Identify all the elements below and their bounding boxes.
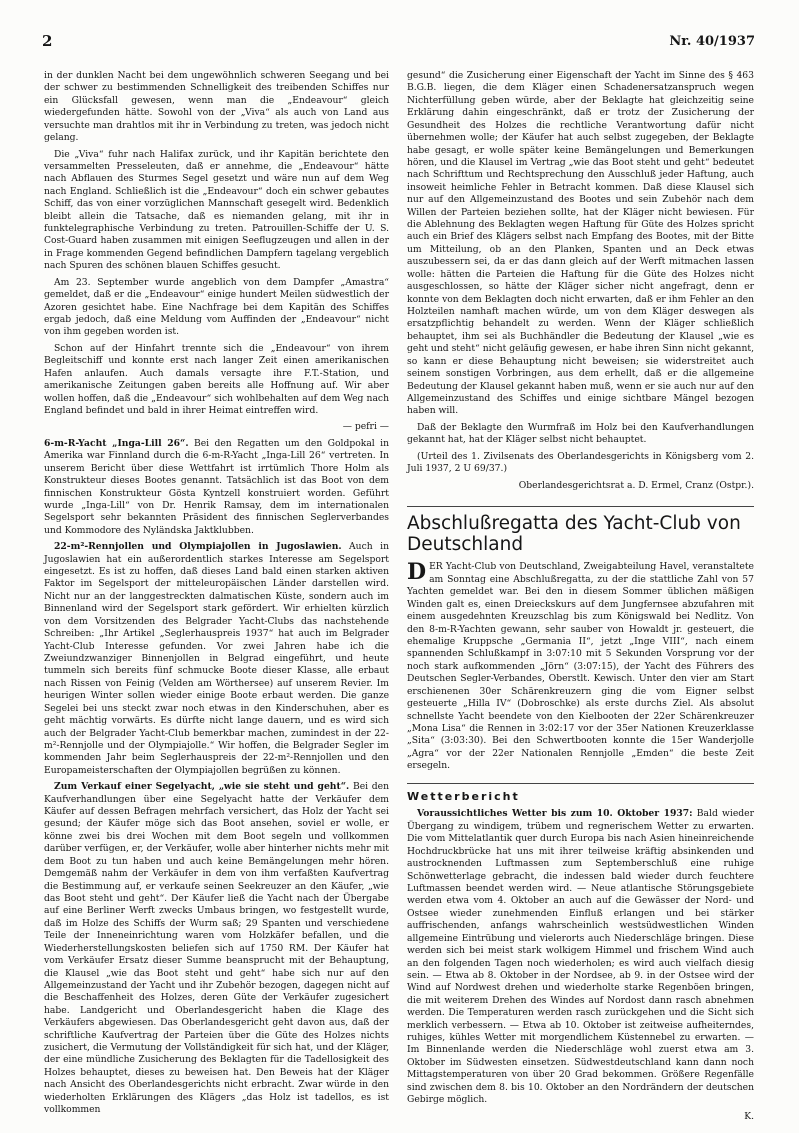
issue-number: Nr. 40/1937 bbox=[669, 34, 755, 49]
paragraph bbox=[44, 438, 389, 537]
paragraph bbox=[44, 781, 389, 1116]
right-column bbox=[407, 70, 754, 1122]
paragraph-text: ER Yacht-Club von Deutschland, Zweigabteilung Havel, veranstaltete am Sonntag eine Abschlußregatta, zu der die stattliche Zahl von 57 Yachten gemeldet war. Bei den in diesem Sommer üblichen mäßigen Winden galt es, einen Dreieckskurs auf dem Jungfernsee abzufahren mit einem ausgedehnten Kreuzschlag bis zum Königswald bei Nedlitz. Von den 8-m-R-Yachten gewann, sehr sauber von Howaldt jr. gesteuert, die ehemalige Kruppsche „Germania II“, jetzt „Inge VIII“, nach einem spannenden Schlußkampf in 3:07:10 mit 5 Sekunden Vorsprung vor der noch stark aufkommenden „Jörn“ (3:07:15), der Yacht des Führers des Deutschen Segler-Verbandes, Oberstlt. Kewisch. Unter den vier am Start erschienenen 30er Schärenkreuzern ging die vom Eigner selbst gesteuerte „Hilla IV“ (Dobroschke) als erste durchs Ziel. Als absolut schnellste Yacht beendete von den Kielbooten der 22er Schärenkreuzer „Mona Lisa“ die Rennen in 3:02:17 vor der 35er Nationen Kreuzerklasse „Sita“ (3:03:30). Bei den Schwertbooten konnte die 15er Wanderjolle „Agra“ vor der 22er Nationalen Rennjolle „Emden“ die beste Zeit ersegeln. bbox=[407, 561, 754, 772]
paragraph: Schon auf der Hinfahrt trennte sich die „Endeavour“ von ihrem Begleitschiff und konnte erst nach langer Zeit einen amerikanischen Hafen anlaufen. Auch damals versagte ihre F.T.-Station, und amerikanische Zeitungen gaben bereits alle Hoffnung auf. Wir aber wollen hoffen, daß die „Endeavour“ sich wohlbehalten auf dem Weg nach England befindet und bald in ihrer Heimat eintreffen wird. bbox=[44, 342, 389, 416]
author-signature: — pefri — bbox=[342, 421, 389, 433]
section-heading: 6-m-R-Yacht „Inga-Lill 26“. bbox=[44, 437, 189, 449]
paragraph: in der dunklen Nacht bei dem ungewöhnlich schweren Seegang und bei der schwer zu bestimmenden Schnelligkeit des treibenden Schiffes nur ein Glücksfall gewesen, wenn man die „Endeavour“ gleich wiedergefunden hätte. Sowohl von der „Viva“ als auch von Land aus versuchte man drahtlos mit ihr in Verbindung zu treten, was jedoch nicht gelang. bbox=[44, 70, 389, 144]
section-heading: Zum Verkauf einer Segelyacht, „wie sie steht und geht“. bbox=[54, 781, 350, 793]
paragraph-text: Bei den Regatten um den Goldpokal in Amerika war Finnland durch die 6-m-R-Yacht „Inga-Lill 26“ vertreten. In unserem Bericht über diese Wettfahrt ist irrtümlich Thore Holm als Konstrukteur dieses Bootes genannt. Tatsächlich ist das Boot von dem finnischen Konstrukteur Gösta Kyntzell konstruiert worden. Geführt wurde „Inga-Lill“ von Dr. Henrik Ramsay, dem im internationalen Segelsport sehr bekannten Präsident des finnischen Seglerverbandes und Kommodore des Nyländska Jaktklubben. bbox=[44, 437, 389, 536]
paragraph: (Urteil des 1. Zivilsenats des Oberlandesgerichts in Königsberg vom 2. Juli 1937, 2 U 69/37.) bbox=[407, 450, 754, 475]
paragraph: gesund“ die Zusicherung einer Eigenschaft der Yacht im Sinne des § 463 B.G.B. liegen, die dem Kläger einen Schadenersatzanspruch wegen Nichterfüllung geben würde, aber der Beklagte hat gleichzeitig seine Erklärung dahin eingeschränkt, daß er trotz der Zusicherung der Gesundheit des Holzes die rechtliche Verantwortung dafür nicht übernehmen wolle; der Käufer hat auch selbst zugegeben, der Beklagte habe gesagt, er wolle später keine Bemängelungen und Bemerkungen hören, und die Klausel im Vertrag „wie das Boot steht und geht“ bedeutet nach Schrifttum und Rechtsprechung den Ausschluß jeder Haftung, auch insoweit heimliche Fehler in Betracht kommen. Daß diese Klausel sich nur auf den Allgemeinzustand des Bootes und sein Zubehör nach dem Willen der Parteien beziehen sollte, hat der Kläger nicht bewiesen. Für die Ablehnung des Beklagten wegen Haftung für Güte des Holzes spricht auch ein Brief des Klägers selbst nach Empfang des Bootes, mit der Bitte um Mitteilung, ob an den Planken, Spanten und an Deck etwas auszubessern sei, da er das dann gleich auf der Werft mitmachen lassen wolle: hätten die Parteien die Haftung für die Güte des Holzes nicht ausgeschlossen, so hätte der Kläger sicher nicht angefragt, denn er konnte von dem Beklagten doch nicht erwarten, daß er ihm Fehler an den Holzteilen namhaft machen würde, um von dem Kläger deswegen als ersatzpflichtig behandelt zu werden. Wenn der Kläger schließlich behauptet, ihm sei als Buchhändler die Bedeutung der Klausel „wie es geht und steht“ nicht geläufig gewesen, er habe ihren Sinn nicht gekannt, so kann er diese Behauptung nicht beweisen; sie widerstreitet auch seinem sonstigen Vorbringen, aus dem erhellt, daß er die allgemeine Bedeutung der Klausel gekannt haben muß, wenn er sie auch nur auf den Allgemeinzustand des Schiffes und einige sichtbare Mängel bezogen haben will. bbox=[407, 70, 754, 417]
left-column bbox=[44, 70, 390, 1116]
drop-cap: D bbox=[407, 559, 427, 586]
paragraph-text: Bald wieder Übergang zu windigem, trübem und regnerischem Wetter zu erwarten. Die vom Mittelatlantik quer durch Europa bis nach Asien hineinreichende Hochdruckbrücke hat uns mit ihrer teilweise kräftig absinkenden und austrocknenden Luftmassen zum Septemberschluß eine ruhige Schönwetterlage gebracht, die indessen bald wieder durch feuchtere Luftmassen beendet werden wird. — Neue atlantische Störungsgebiete werden etwa vom 4. Oktober an auch auf die Gewässer der Nord- und Ostsee wieder zunehmenden Einfluß erlangen und bei stärker auffrischenden, anfangs wahrscheinlich westsüdwestlichen Winden allgemeine Eintrübung und vielerorts auch Niederschläge bringen. Diese werden sich bei meist stark wolkigem Himmel und frischem Wind auch an den folgenden Tagen noch wiederholen; es wird auch vielfach diesig sein. — Etwa ab 8. Oktober in der Nordsee, ab 9. in der Ostsee wird der Wind auf Nordwest drehen und wiederholte starke Regenböen bringen, die mit weiterem Drehen des Windes auf Nordost dann rasch abnehmen werden. Die Temperaturen werden rasch zurückgehen und die Sicht sich merklich verbessern. — Etwa ab 10. Oktober ist zeitweise aufheiterndes, ruhiges, kühles Wetter mit morgendlichem Küstennebel zu erwarten. — Im Binnenlande werden die Niederschläge wohl zuerst etwa am 3. Oktober im Südwesten einsetzen. Südwestdeutschland kann dann noch Mittagstemperaturen von über 20 Grad bekommen. Größere Regenfälle sind zwischen dem 8. bis 10. Oktober an den Nordrändern der deutschen Gebirge möglich. bbox=[407, 808, 754, 1106]
paragraph: Daß der Beklagte den Wurmfraß im Holz bei den Kaufverhandlungen gekannt hat, hat der Kläger selbst nicht behauptet. bbox=[407, 421, 754, 446]
page-number: 2 bbox=[42, 32, 53, 50]
weather-title: Wetterbericht bbox=[407, 783, 754, 805]
paragraph-text: Bei den Kaufverhandlungen über eine Segelyacht hatte der Verkäufer dem Käufer auf dessen Befragen mehrfach versichert, das Holz der Yacht sei gesund; der Käufer möge sich das Boot ansehen, soviel er wolle, er könne zwei bis drei Wochen mit dem Boot segeln und vollkommen darüber verfügen, er, der Verkäufer, wolle aber hinterher nichts mehr mit dem Boot zu tun haben und auch keine Bemängelungen mehr hören. Demgemäß nahm der Verkäufer in dem von ihm verfaßten Kaufvertrag die Bestimmung auf, er verkaufe seinen Seekreuzer an den Käufer, „wie das Boot steht und geht“. Der Käufer ließ die Yacht nach der Übergabe auf eine Berliner Werft zwecks Umbaus bringen, wo festgestellt wurde, daß im Holze des Schiffs der Wurm saß; 29 Spanten und verschiedene Teile der Inneneinrichtung waren vom Holzkäfer befallen, und die Wiederherstellungskosten beliefen sich auf 1750 RM. Der Käufer hat vom Verkäufer Ersatz dieser Summe beansprucht mit der Behauptung, die Klausel „wie das Boot steht und geht“ habe sich nur auf den Allgemeinzustand der Yacht und ihr Zubehör bezogen, dagegen nicht auf die Beschaffenheit des Holzes, deren Güte der Verkäufer zugesichert habe. Landgericht und Oberlandesgericht haben die Klage des Verkäufers abgewiesen. Das Oberlandesgericht geht davon aus, daß der schriftliche Kaufvertrag der Parteien über die Güte des Holzes nichts zusichert, die Vermutung der Vollständigkeit für sich hat, und der Kläger, der eine mündliche Zusicherung des Beklagten für die Tadellosigkeit des Holzes behauptet, dieses zu beweisen hat. Den Beweis hat der Kläger nach Ansicht des Oberlandesgerichts nicht erbracht. Zwar würde in den wiederholten Erklärungen des Klägers „das Holz ist tadellos, es ist vollkommen bbox=[44, 781, 390, 1116]
author-signature: Oberlandesgerichtsrat a. D. Ermel, Cranz (Ostpr.). bbox=[518, 479, 754, 491]
weather-body bbox=[407, 808, 754, 1106]
article-title: Abschlußregatta des Yacht-Club von Deutschland bbox=[407, 506, 754, 556]
weather-signature: K. bbox=[744, 1110, 754, 1122]
paragraph: Am 23. September wurde angeblich von dem Dampfer „Amastra“ gemeldet, daß er die „Endeavour“ einige hundert Meilen südwestlich der Azoren gesichtet habe. Eine Nachfrage bei dem Kapitän des Schiffes ergab jedoch, daß eine Meldung vom Auffinden der „Endeavour“ nicht von ihm gegeben worden ist. bbox=[44, 276, 389, 338]
weather-heading: Voraussichtliches Wetter bis zum 10. Oktober 1937: bbox=[417, 808, 693, 820]
article-body bbox=[407, 561, 754, 772]
paragraph: Die „Viva“ fuhr nach Halifax zurück, und ihr Kapitän berichtete den versammelten Presseleuten, daß er annehme, die „Endeavour“ hätte nach Abflauen des Sturmes Segel gesetzt und wäre nun auf dem Weg nach England. Schließlich ist die „Endeavour“ doch ein schwer gebautes Schiff, das von einer vorzüglichen Mannschaft gesegelt wird. Bedenklich bleibt allein die Tatsache, daß es niemanden gelang, mit ihr in funktelegraphische Verbindung zu treten. Patrouillen-Schiffe der U. S. Cost-Guard haben zusammen mit einigen Seeflugzeugen und allen in der in Frage kommenden Gegend befindlichen Dampfern tagelang vergeblich nach Spuren des schönen blauen Schiffes gesucht. bbox=[44, 148, 389, 272]
paragraph bbox=[44, 541, 389, 777]
paragraph-text: Auch in Jugoslawien hat ein außerordentlich starkes Interesse am Segelsport eingesetzt. Es ist zu hoffen, daß dieses Land bald einen starken aktiven Faktor im Segelsport der mitteleuropäischen Länder darstellen wird. Nicht nur an der langgestreckten dalmatischen Küste, sondern auch im Binnenland wird der Segelsport stark gefördert. Wir erhielten kürzlich von dem Vorsitzenden des Belgrader Yacht-Clubs das nachstehende Schreiben: „Ihr Artikel „Seglerhauspreis 1937“ hat auch im Belgrader Yacht-Club Interesse gefunden. Vor zwei Jahren habe ich die Zweiundzwanziger Binnenjollen in Belgrad eingeführt, und heute tummeln sich bereits fünf schmucke Boote dieser Klasse, alle erbaut nach Rissen von Feinig (Velden am Wörthersee) auf unserem Revier. Im heurigen Winter sollen wieder einige Boote erbaut werden. Die ganze Segelei bei uns steckt zwar noch etwas in den Kinderschuhen, aber es geht mächtig vorwärts. Es dürfte nicht lange dauern, und es wird sich auch der Belgrader Yacht-Club bemerkbar machen, zumindest in der 22-m²-Rennjolle und der Olympiajolle.“ Wir hoffen, die Belgrader Segler im kommenden Jahr beim Seglerhauspreis der 22-m²-Rennjollen und den Europameisterschaften der Olympiajollen begrüßen zu können. bbox=[44, 541, 389, 776]
section-heading: 22-m²-Rennjollen und Olympiajollen in Jugoslawien. bbox=[54, 541, 342, 553]
